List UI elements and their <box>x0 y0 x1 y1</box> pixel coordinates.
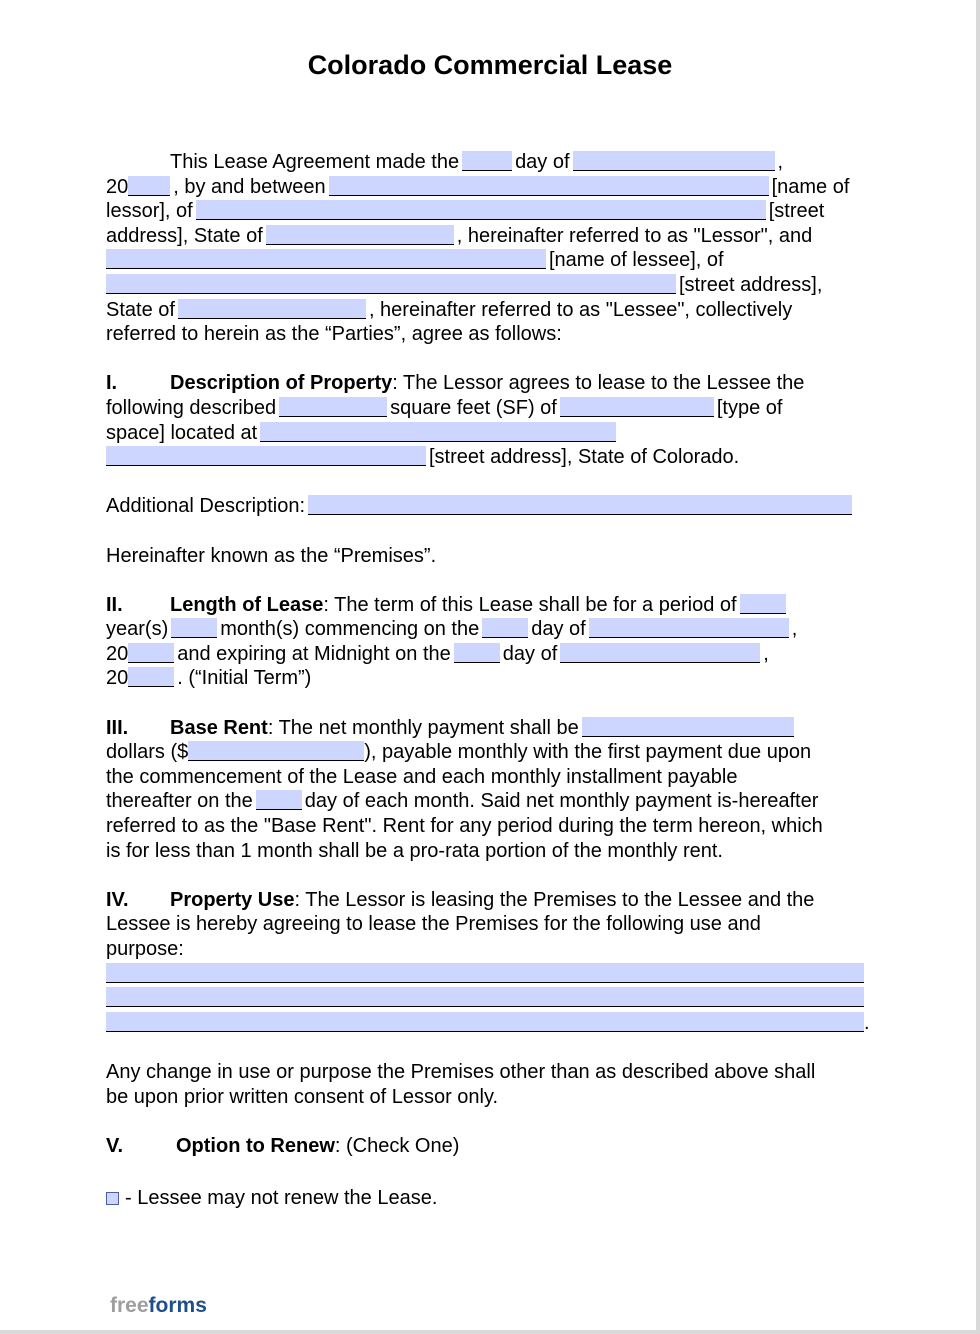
start-day-field[interactable] <box>482 618 528 638</box>
term-months-field[interactable] <box>171 618 217 638</box>
section-3-line-1 <box>106 716 876 741</box>
logo-part-forms: forms <box>148 1294 207 1317</box>
section-text: ), payable monthly with the first payment due upon <box>364 741 812 764</box>
intro-text: , hereinafter referred to as "Lessee", collectively <box>368 298 793 321</box>
section-text: square feet (SF) of <box>390 396 557 419</box>
property-use-field-2[interactable] <box>106 987 864 1007</box>
intro-line-5 <box>106 248 876 273</box>
renew-option-1 <box>106 1186 876 1211</box>
premises-line: Hereinafter known as the “Premises”. <box>106 544 437 567</box>
space-type-field[interactable] <box>560 397 714 417</box>
section-text: day of <box>531 618 586 641</box>
intro-line-2 <box>106 175 876 200</box>
additional-description-label: Additional Description: <box>106 495 305 518</box>
intro-text: lessor], of <box>106 200 193 223</box>
intro-line-1 <box>106 150 876 175</box>
section-3-line-3: the commencement of the Lease and each monthly installment payable <box>106 765 738 788</box>
section-text: [type of <box>716 396 783 419</box>
use-line-3 <box>106 1011 876 1036</box>
section-text: day of each month. Said net monthly payment is-hereafter <box>304 790 819 813</box>
property-use-field-3[interactable] <box>106 1012 864 1032</box>
logo-part-free: free <box>110 1294 149 1317</box>
intro-text: [street address], <box>679 273 823 296</box>
section-text: year(s) <box>106 618 169 641</box>
premises-address-field-1[interactable] <box>260 422 616 442</box>
section-text: : The Lessor is leasing the Premises to the Lessee and the <box>294 888 815 911</box>
section-text: day of <box>502 642 558 665</box>
end-year-field[interactable] <box>128 667 174 687</box>
start-year-field[interactable] <box>128 643 174 663</box>
additional-description-line <box>106 494 876 519</box>
section-number: I. <box>106 372 118 395</box>
rent-amount-field[interactable] <box>188 741 364 761</box>
section-text: and expiring at Midnight on the <box>177 642 451 665</box>
intro-line-4 <box>106 224 876 249</box>
section-3-line-6: is for less than 1 month shall be a pro-rata portion of the monthly rent. <box>106 839 723 862</box>
end-month-field[interactable] <box>560 643 760 663</box>
intro-text: [street <box>768 200 825 223</box>
section-text: 20 <box>106 667 129 690</box>
intro-text: This Lease Agreement made the <box>170 151 460 173</box>
section-number: IV. <box>106 888 129 911</box>
intro-text: , hereinafter referred to as "Lessor", and <box>456 224 813 247</box>
start-month-field[interactable] <box>589 618 789 638</box>
lease-day-field[interactable] <box>462 151 512 171</box>
section-2-line-2 <box>106 617 876 642</box>
section-1-line-2 <box>106 396 876 421</box>
lease-month-field[interactable] <box>573 151 775 171</box>
intro-line-8: referred to herein as the “Parties”, agree as follows: <box>106 323 562 346</box>
no-renew-checkbox[interactable] <box>106 1192 119 1205</box>
section-heading: Base Rent <box>170 716 268 739</box>
intro-text: day of <box>515 151 570 173</box>
change-line-1: Any change in use or purpose the Premises other than as described above shall <box>106 1060 816 1083</box>
section-2-line-1 <box>106 593 876 618</box>
intro-text: address], State of <box>106 224 263 247</box>
section-1-line-3 <box>106 421 876 446</box>
intro-text: , by and between <box>173 175 326 198</box>
section-1-line-1 <box>106 371 876 396</box>
section-text: , <box>791 618 798 641</box>
section-text: : The net monthly payment shall be <box>267 716 579 739</box>
section-5-line-1 <box>106 1134 876 1159</box>
section-4-line-2: Lessee is hereby agreeing to lease the Premises for the following use and <box>106 913 761 936</box>
section-3-line-5: referred to as the "Base Rent". Rent for any period during the term hereon, which <box>106 815 823 838</box>
section-text: 20 <box>106 642 129 665</box>
rent-words-field[interactable] <box>582 717 794 737</box>
section-text: : The term of this Lease shall be for a period of <box>323 593 737 616</box>
document-body <box>106 150 876 1211</box>
section-text: : (Check One) <box>334 1134 460 1157</box>
intro-text: State of <box>106 298 175 321</box>
section-4-line-3: purpose: <box>106 938 184 960</box>
section-2-line-3 <box>106 642 876 667</box>
section-2-line-4 <box>106 666 876 691</box>
rent-due-day-field[interactable] <box>256 790 302 810</box>
section-text: [street address], State of Colorado. <box>429 446 740 469</box>
section-text: space] located at <box>106 421 258 444</box>
intro-line-6 <box>106 273 876 298</box>
section-heading: Property Use <box>170 888 295 911</box>
renew-option-label: - Lessee may not renew the Lease. <box>125 1187 438 1210</box>
intro-text: 20 <box>106 175 129 198</box>
term-years-field[interactable] <box>740 594 786 614</box>
section-text: thereafter on the <box>106 790 253 813</box>
premises-address-field-2[interactable] <box>106 446 426 466</box>
square-feet-field[interactable] <box>279 397 387 417</box>
document-title: Colorado Commercial Lease <box>307 50 673 80</box>
section-3-line-4 <box>106 789 876 814</box>
section-number: II. <box>106 593 123 616</box>
section-heading: Option to Renew <box>176 1134 335 1157</box>
section-text: dollars ($ <box>106 741 189 764</box>
use-line-1 <box>106 962 876 987</box>
lessee-address-field[interactable] <box>106 274 676 294</box>
end-day-field[interactable] <box>454 643 500 663</box>
section-text: month(s) commencing on the <box>220 618 480 641</box>
intro-line-3 <box>106 199 876 224</box>
lessee-name-field[interactable] <box>106 249 546 269</box>
property-use-field-1[interactable] <box>106 963 864 983</box>
change-line-2: be upon prior written consent of Lessor only. <box>106 1085 499 1108</box>
use-line-2 <box>106 986 876 1011</box>
section-1-line-4 <box>106 445 876 470</box>
lessor-name-field[interactable] <box>329 176 769 196</box>
section-heading: Length of Lease <box>170 593 324 616</box>
intro-text: [name of lessee], of <box>549 249 724 272</box>
lessor-state-field[interactable] <box>266 225 454 245</box>
section-4-line-1 <box>106 888 876 913</box>
lessee-state-field[interactable] <box>178 299 366 319</box>
section-text: , <box>763 642 769 665</box>
section-text: following described <box>106 396 277 419</box>
lessor-address-field[interactable] <box>196 200 766 220</box>
intro-line-7 <box>106 298 876 323</box>
section-text: . (“Initial Term”) <box>177 667 312 690</box>
section-number: V. <box>106 1134 124 1157</box>
section-3-line-2 <box>106 740 876 765</box>
intro-text: , <box>777 151 784 173</box>
intro-text: [name of <box>771 175 850 198</box>
lease-year-field[interactable] <box>128 176 170 196</box>
additional-description-field[interactable] <box>308 495 852 515</box>
section-number: III. <box>106 716 129 739</box>
section-text: . <box>864 1011 870 1034</box>
freeforms-logo <box>110 1294 207 1318</box>
section-heading: Description of Property <box>170 372 393 395</box>
section-text: : The Lessor agrees to lease to the Lessee the <box>392 372 805 395</box>
